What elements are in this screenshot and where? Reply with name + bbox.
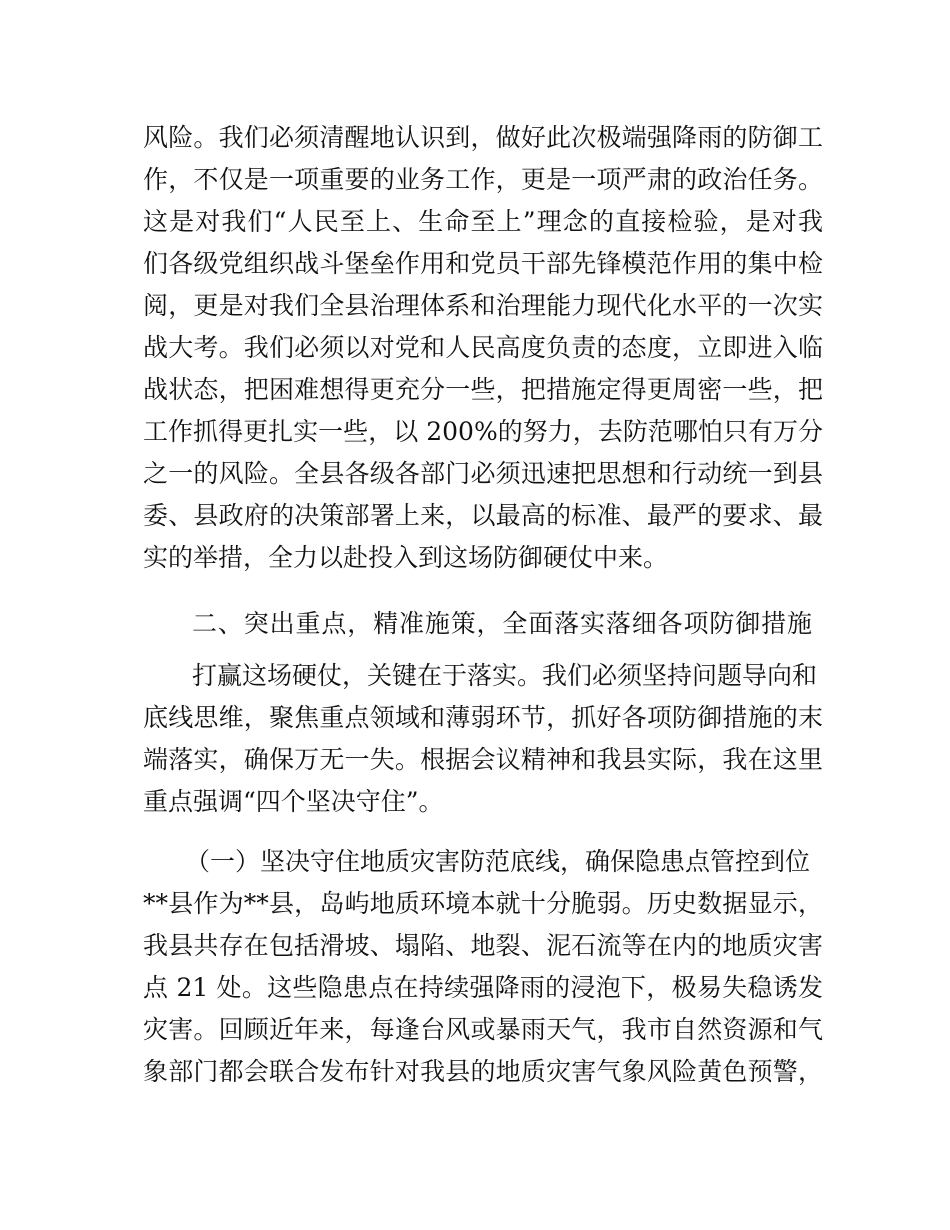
paragraph-1-line-7: 战状态，把困难想得更充分一些，把措施定得更周密一些，把 bbox=[143, 375, 823, 404]
paragraph-3-line-3: 点 21 处。这些隐患点在持续强降雨的浸泡下，极易失稳诱发 bbox=[143, 973, 823, 1002]
paragraph-1-line-4: 们各级党组织战斗堡垒作用和党员干部先锋模范作用的集中检 bbox=[143, 249, 823, 278]
paragraph-1-line-8: 工作抓得更扎实一些，以 200%的努力，去防范哪怕只有万分 bbox=[143, 417, 823, 446]
paragraph-1-line-5: 阅，更是对我们全县治理体系和治理能力现代化水平的一次实 bbox=[143, 291, 823, 320]
paragraph-1-line-6: 战大考。我们必须以对党和人民高度负责的态度，立即进入临 bbox=[143, 333, 823, 362]
paragraph-2-line-3: 端落实，确保万无一失。根据会议精神和我县实际，我在这里 bbox=[143, 745, 823, 774]
paragraph-1-line-2: 作，不仅是一项重要的业务工作，更是一项严肃的政治任务。 bbox=[143, 165, 823, 194]
paragraph-3-line-1: **县作为**县，岛屿地质环境本就十分脆弱。历史数据显示， bbox=[143, 889, 823, 918]
paragraph-1-line-11: 实的举措，全力以赴投入到这场防御硬仗中来。 bbox=[143, 543, 669, 572]
paragraph-2-line-4: 重点强调“四个坚决守住”。 bbox=[143, 787, 444, 816]
paragraph-1-line-1: 风险。我们必须清醒地认识到，做好此次极端强降雨的防御工 bbox=[143, 123, 823, 152]
paragraph-1-line-9: 之一的风险。全县各级各部门必须迅速把思想和行动统一到县 bbox=[143, 459, 823, 488]
section-heading: 二、突出重点，精准施策，全面落实落细各项防御措施 bbox=[192, 609, 812, 638]
paragraph-1-line-10: 委、县政府的决策部署上来，以最高的标准、最严的要求、最 bbox=[143, 501, 823, 530]
paragraph-2-line-1: 打赢这场硬仗，关键在于落实。我们必须坚持问题导向和 bbox=[192, 661, 818, 690]
paragraph-1-line-3: 这是对我们“人民至上、生命至上”理念的直接检验，是对我 bbox=[143, 207, 823, 236]
paragraph-3-line-5: 象部门都会联合发布针对我县的地质灾害气象风险黄色预警， bbox=[143, 1057, 823, 1086]
subsection-heading: （一）坚决守住地质灾害防范底线，确保隐患点管控到位 bbox=[185, 847, 811, 876]
paragraph-3-line-2: 我县共存在包括滑坡、塌陷、地裂、泥石流等在内的地质灾害 bbox=[143, 931, 823, 960]
paragraph-2-line-2: 底线思维，聚焦重点领域和薄弱环节，抓好各项防御措施的末 bbox=[143, 703, 823, 732]
paragraph-3-line-4: 灾害。回顾近年来，每逢台风或暴雨天气，我市自然资源和气 bbox=[143, 1015, 823, 1044]
